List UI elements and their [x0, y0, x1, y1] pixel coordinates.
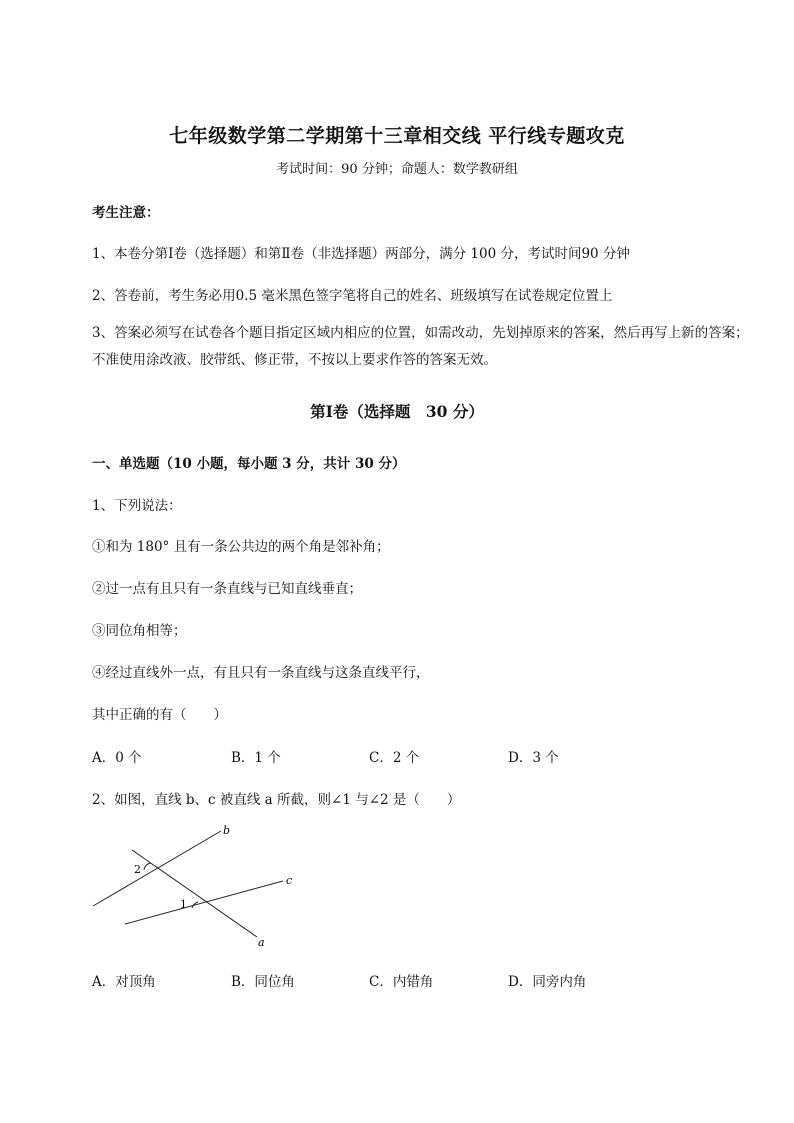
- q2-figure: [85, 820, 315, 955]
- page-title: 七年级数学第二学期第十三章相交线 平行线专题攻克: [169, 125, 625, 147]
- q2-stem: 2、如图，直线 b、c 被直线 a 所截，则∠1 与∠2 是（ ）: [92, 792, 461, 808]
- label-a: a: [258, 936, 265, 949]
- section-title: 第Ⅰ卷（选择题 30 分）: [310, 402, 484, 421]
- q2-option-a[interactable]: A．对顶角: [92, 974, 156, 990]
- label-angle-2: 2: [134, 863, 141, 876]
- notice-item-3: 3、答案必须写在试卷各个题目指定区域内相应的位置，如需改动，先划掉原来的答案，然后再写上新的答案；不准使用涂改液、胶带纸、修正带，不按以上要求作答的答案无效。: [92, 325, 749, 368]
- line-b: [93, 831, 221, 906]
- q1-statement-3: ③同位角相等；: [92, 623, 187, 639]
- line-c: [125, 881, 283, 924]
- q2-option-d[interactable]: D．同旁内角: [508, 974, 587, 990]
- q1-question: 其中正确的有（ ）: [92, 707, 227, 723]
- notice-item-2: 2、答卷前，考生务必用0.5 毫米黑色签字笔将自己的姓名、班级填写在试卷规定位置上: [92, 288, 613, 304]
- label-angle-1: 1: [180, 898, 187, 911]
- q1-option-c[interactable]: C．2 个: [369, 750, 420, 766]
- label-c: c: [286, 874, 293, 887]
- q1-option-a[interactable]: A．0 个: [92, 750, 142, 766]
- q2-option-b[interactable]: B．同位角: [231, 974, 295, 990]
- q1-statement-2: ②过一点有且只有一条直线与已知直线垂直；: [92, 581, 362, 597]
- notice-heading: 考生注意：: [92, 205, 160, 221]
- q1-statement-4: ④经过直线外一点，有且只有一条直线与这条直线平行，: [92, 665, 430, 681]
- q1-stem: 1、下列说法：: [92, 498, 182, 514]
- q1-option-d[interactable]: D．3 个: [508, 750, 559, 766]
- q2-option-c[interactable]: C．内错角: [369, 974, 434, 990]
- q1-statement-1: ①和为 180° 且有一条公共边的两个角是邻补角；: [92, 539, 390, 555]
- part-heading: 一、单选题（10 小题，每小题 3 分，共计 30 分）: [92, 456, 406, 472]
- exam-info: 考试时间：90 分钟；命题人：数学教研组: [276, 162, 518, 177]
- angle-2-arc: [144, 863, 151, 870]
- notice-item-1: 1、本卷分第Ⅰ卷（选择题）和第Ⅱ卷（非选择题）两部分，满分 100 分，考试时间90 分钟: [92, 246, 630, 262]
- label-b: b: [223, 824, 231, 837]
- q1-option-b[interactable]: B．1 个: [231, 750, 281, 766]
